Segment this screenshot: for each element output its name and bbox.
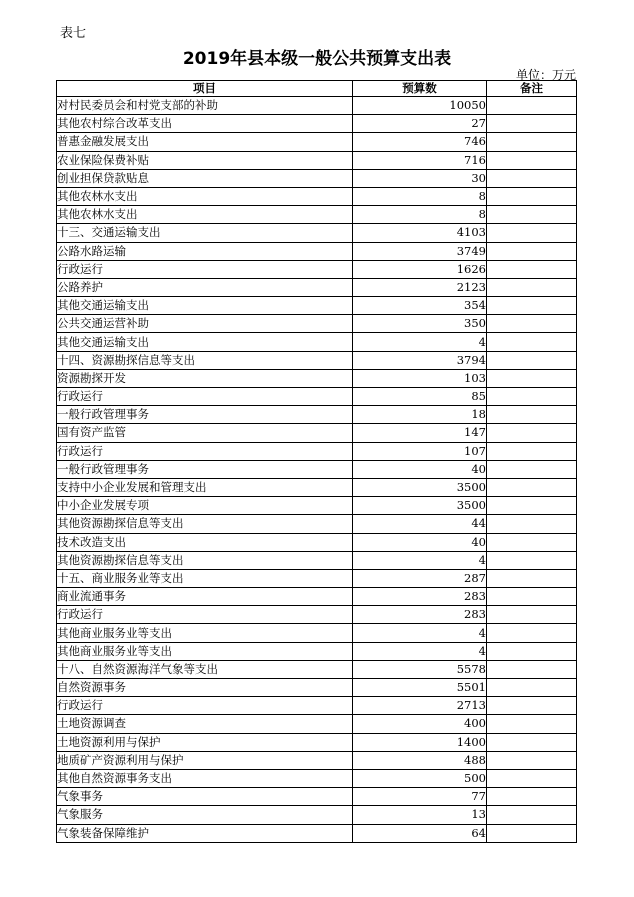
row-note [487,133,577,151]
table-row [57,333,577,351]
row-note [487,242,577,260]
row-amount: 5501 [353,679,487,697]
table-row [57,442,577,460]
row-item: 其他农林水支出 [57,187,353,205]
row-item: 其他农村综合改革支出 [57,115,353,133]
row-item: 公路水路运输 [57,242,353,260]
row-amount: 8 [353,187,487,205]
table-row [57,388,577,406]
row-note [487,660,577,678]
row-amount: 3500 [353,497,487,515]
row-item: 十八、自然资源海洋气象等支出 [57,660,353,678]
page-title: 2019年县本级一般公共预算支出表 [182,49,452,69]
row-amount: 283 [353,606,487,624]
table-number-label: 表七 [60,26,87,41]
table-row [57,588,577,606]
table-row [57,551,577,569]
row-note [487,569,577,587]
row-amount: 77 [353,788,487,806]
row-amount: 4 [353,333,487,351]
row-note [487,769,577,787]
row-item: 其他商业服务业等支出 [57,624,353,642]
row-item: 商业流通事务 [57,588,353,606]
row-item: 其他商业服务业等支出 [57,642,353,660]
row-item: 气象装备保障维护 [57,824,353,842]
table-row [57,769,577,787]
table-row [57,351,577,369]
row-item: 自然资源事务 [57,679,353,697]
row-item: 气象服务 [57,806,353,824]
row-item: 行政运行 [57,388,353,406]
row-item: 其他交通运输支出 [57,333,353,351]
row-item: 对村民委员会和村党支部的补助 [57,97,353,115]
table-row [57,697,577,715]
row-amount: 2713 [353,697,487,715]
table-row [57,297,577,315]
row-amount: 85 [353,388,487,406]
table-row [57,151,577,169]
row-note [487,260,577,278]
row-amount: 4 [353,642,487,660]
table-row [57,460,577,478]
row-note [487,697,577,715]
row-note [487,551,577,569]
row-note [487,715,577,733]
row-amount: 1626 [353,260,487,278]
row-note [487,297,577,315]
row-amount: 10050 [353,97,487,115]
row-amount: 500 [353,769,487,787]
row-item: 行政运行 [57,606,353,624]
row-item: 十五、商业服务业等支出 [57,569,353,587]
row-note [487,315,577,333]
row-note [487,333,577,351]
table-row [57,733,577,751]
row-note [487,642,577,660]
table-row [57,715,577,733]
row-note [487,588,577,606]
row-item: 其他交通运输支出 [57,297,353,315]
table-row [57,497,577,515]
row-note [487,460,577,478]
table-row [57,260,577,278]
header-note: 备注 [487,81,577,97]
row-note [487,388,577,406]
row-amount: 27 [353,115,487,133]
row-item: 国有资产监管 [57,424,353,442]
row-item: 资源勘探开发 [57,369,353,387]
row-note [487,169,577,187]
table-row [57,824,577,842]
row-amount: 3749 [353,242,487,260]
row-amount: 716 [353,151,487,169]
row-note [487,824,577,842]
table-row [57,806,577,824]
table-row [57,242,577,260]
row-note [487,751,577,769]
row-amount: 287 [353,569,487,587]
row-amount: 4 [353,624,487,642]
table-row [57,751,577,769]
row-note [487,679,577,697]
row-item: 中小企业发展专项 [57,497,353,515]
row-item: 其他资源勘探信息等支出 [57,515,353,533]
row-amount: 400 [353,715,487,733]
row-note [487,206,577,224]
table-row [57,133,577,151]
row-amount: 2123 [353,278,487,296]
row-amount: 30 [353,169,487,187]
row-note [487,97,577,115]
row-note [487,478,577,496]
row-note [487,533,577,551]
row-note [487,151,577,169]
table-row [57,606,577,624]
table-header-row [57,81,577,97]
table-row [57,115,577,133]
row-note [487,424,577,442]
row-note [487,278,577,296]
row-note [487,369,577,387]
table-row [57,224,577,242]
table-row [57,533,577,551]
table-row [57,788,577,806]
row-amount: 107 [353,442,487,460]
row-amount: 1400 [353,733,487,751]
unit-label: 单位：万元 [515,68,576,82]
row-amount: 103 [353,369,487,387]
header-amount: 预算数 [353,81,487,97]
table-row [57,315,577,333]
table-row [57,424,577,442]
row-item: 农业保险保费补贴 [57,151,353,169]
row-item: 一般行政管理事务 [57,406,353,424]
row-note [487,515,577,533]
row-amount: 64 [353,824,487,842]
row-amount: 147 [353,424,487,442]
row-item: 行政运行 [57,442,353,460]
row-amount: 283 [353,588,487,606]
row-note [487,733,577,751]
row-item: 一般行政管理事务 [57,460,353,478]
row-amount: 8 [353,206,487,224]
row-item: 行政运行 [57,260,353,278]
table-row [57,624,577,642]
row-amount: 4 [353,551,487,569]
row-amount: 746 [353,133,487,151]
budget-table [56,80,577,843]
row-item: 其他资源勘探信息等支出 [57,551,353,569]
table-row [57,515,577,533]
row-item: 公路养护 [57,278,353,296]
row-item: 土地资源调查 [57,715,353,733]
row-amount: 4103 [353,224,487,242]
row-amount: 13 [353,806,487,824]
table-row [57,478,577,496]
table-row [57,569,577,587]
row-item: 地质矿产资源利用与保护 [57,751,353,769]
table-row [57,369,577,387]
row-note [487,351,577,369]
row-item: 其他农林水支出 [57,206,353,224]
row-note [487,497,577,515]
table-row [57,169,577,187]
row-amount: 354 [353,297,487,315]
row-amount: 18 [353,406,487,424]
row-amount: 3794 [353,351,487,369]
row-amount: 40 [353,533,487,551]
row-note [487,442,577,460]
row-note [487,606,577,624]
row-item: 十四、资源勘探信息等支出 [57,351,353,369]
row-item: 十三、交通运输支出 [57,224,353,242]
table-row [57,278,577,296]
row-amount: 350 [353,315,487,333]
row-item: 普惠金融发展支出 [57,133,353,151]
row-note [487,115,577,133]
header-item: 项目 [57,81,353,97]
table-row [57,642,577,660]
row-note [487,406,577,424]
row-amount: 44 [353,515,487,533]
table-row [57,187,577,205]
table-row [57,97,577,115]
row-note [487,806,577,824]
row-note [487,624,577,642]
row-item: 支持中小企业发展和管理支出 [57,478,353,496]
row-item: 气象事务 [57,788,353,806]
row-note [487,187,577,205]
row-amount: 40 [353,460,487,478]
row-amount: 488 [353,751,487,769]
row-item: 土地资源利用与保护 [57,733,353,751]
row-amount: 3500 [353,478,487,496]
row-item: 创业担保贷款贴息 [57,169,353,187]
row-item: 公共交通运营补助 [57,315,353,333]
table-row [57,206,577,224]
row-item: 行政运行 [57,697,353,715]
row-amount: 5578 [353,660,487,678]
row-item: 其他自然资源事务支出 [57,769,353,787]
row-note [487,224,577,242]
row-note [487,788,577,806]
table-row [57,660,577,678]
row-item: 技术改造支出 [57,533,353,551]
table-row [57,679,577,697]
table-body [57,97,577,843]
table-row [57,406,577,424]
